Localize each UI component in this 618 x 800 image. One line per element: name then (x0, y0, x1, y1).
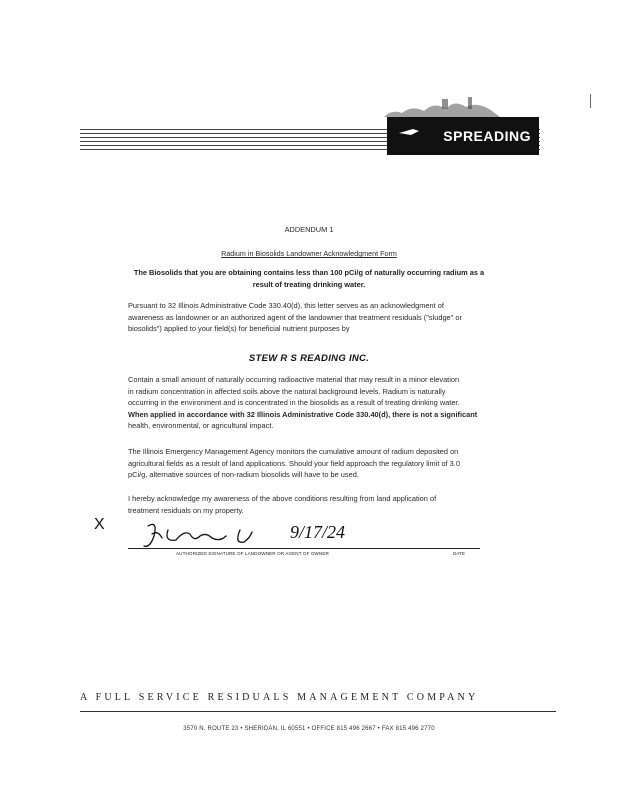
company-name: STEW R S READING INC. (248, 353, 370, 364)
intro-line: result of treating drinking water. (252, 279, 366, 289)
paragraph-line: awareness as landowner or an authorized agent of the landowner that treatment residuals ("sludge" or (128, 312, 462, 322)
letterhead-banner (387, 117, 539, 155)
intro-line: The Biosolids that you are obtaining contains less than 100 pCi/g of naturally occurring radium as a (133, 268, 485, 277)
sign-here-mark: X (94, 516, 105, 533)
paragraph-radium (128, 374, 500, 432)
paragraph-line: When applied in accordance with 32 Illinois Administrative Code 330.40(d), there is not a significant (128, 409, 478, 419)
paragraph-line: pCi/g, alternative sources of non-radium biosolids will have to be used. (128, 470, 359, 479)
margin-mark (590, 94, 591, 108)
signature-line (128, 548, 480, 549)
date-label: DATE (453, 551, 465, 556)
paragraph-line: Contain a small amount of naturally occurring radioactive material that may result in a minor elevation (128, 375, 460, 384)
signature-label: AUTHORIZED SIGNATURE OF LANDOWNER OR AGENT OF OWNER (176, 551, 329, 556)
paragraph-iema (128, 446, 500, 481)
paragraph-line: agricultural fields as a result of land applications. Should your field approach the regulatory limit of 3.0 (128, 458, 460, 468)
paragraph-line: health, environmental, or agricultural impact. (128, 421, 274, 430)
paragraph-line: I hereby acknowledge my awareness of the above conditions resulting from land application of (128, 494, 437, 503)
paragraph-line: The Illinois Emergency Management Agency monitors the cumulative amount of radium deposited on (128, 447, 459, 456)
intro-statement (0, 267, 618, 290)
paragraph-line: in radium concentration in affected soils above the natural background levels. Radium is naturally (128, 386, 446, 396)
paragraph-line: treatment residuals on my property. (128, 505, 244, 515)
paragraph-line: biosolids") applied to your field(s) for beneficial nutrient purposes by (128, 324, 350, 333)
paragraph-line: occurring in the environment and is concentrated in the biosolids as a result of treating drinking water. (128, 398, 460, 407)
document-title: ADDENDUM 1 (284, 225, 334, 234)
handwritten-signature (140, 512, 360, 556)
spray-icon (399, 128, 419, 136)
document-subtitle: Radium in Biosolids Landowner Acknowledgment Form (221, 249, 397, 258)
banner-label: SPREADING (443, 128, 531, 144)
paragraph-pursuant (128, 300, 500, 335)
handwritten-date: 9/17/24 (290, 522, 346, 542)
logo-truck-graphic (382, 95, 502, 119)
footer-tagline: A FULL SERVICE RESIDUALS MANAGEMENT COMPANY (80, 692, 479, 703)
footer-address: 3570 N. ROUTE 23 • SHERIDAN, IL 60551 • OFFICE 815 496 2667 • FAX 815 496 2770 (183, 726, 435, 732)
paragraph-line: Pursuant to 32 Illinois Administrative Code 330.40(d), this letter serves as an acknowledgment of (128, 301, 444, 310)
footer-rule (80, 711, 556, 712)
